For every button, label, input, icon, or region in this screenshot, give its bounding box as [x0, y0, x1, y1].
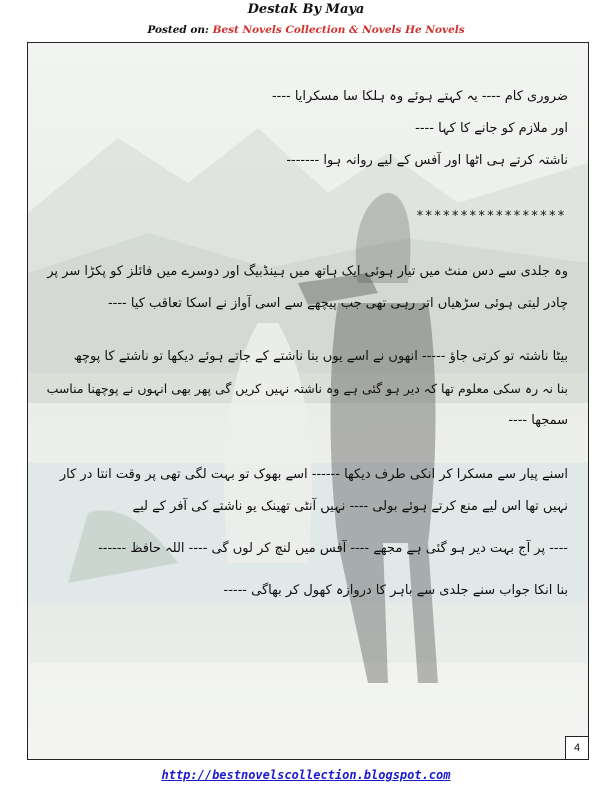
paragraph-line: اسنے پیار سے مسکرا کر انکی طرف دیکھا ------ اسے بھوک تو بہت لگی تھی پر وقت انتا در کار [59, 467, 568, 482]
paragraph-line: بیٹا ناشتہ تو کرتی جاؤ ----- انھوں نے اسے یوں بنا ناشتے کے جاتے ہوئے دیکھا تو ناشتے کا پوچھ [73, 349, 568, 364]
paragraph-line: وہ جلدی سے دس منٹ میں تیار ہوئی ایک ہاتھ میں ہینڈبیگ اور دوسرے میں فائلز کو پکڑا سر پر [47, 264, 568, 279]
text-body [40, 43, 576, 663]
paragraph-line: بنا انکا جواب سنے جلدی سے باہر کا دروازہ کھول کر بھاگی ----- [223, 583, 568, 598]
paragraph-line: سمجھا ---- [508, 413, 568, 428]
footer-blog-link[interactable]: http://bestnovelscollection.blogspot.com [161, 768, 451, 782]
paragraph-line: اور ملازم کو جانے کا کہا ---- [415, 121, 568, 136]
paragraph-line: چادر لیتی ہوئی سڑھیاں اتر رہی تھی جب پیچھے سے اسی آواز نے اسکا تعاقب کیا ---- [107, 296, 568, 311]
posted-on-label: Posted on: [147, 24, 209, 36]
paragraph-line: بنا نہ رہ سکی معلوم تھا کہ دیر ہو گئی ہے وہ ناشتہ نہیں کریں گی پھر بھی انہوں نے پوچھنا مناسب [46, 381, 568, 396]
paragraph-line: ناشتہ کرتے ہی اٹھا اور آفس کے لیے روانہ ہوا ------- [286, 153, 568, 168]
page-number: 4 [565, 736, 588, 759]
section-separator: ***************** [415, 209, 566, 224]
page-frame [27, 42, 589, 760]
paragraph-line: ضروری کام ---- یہ کہتے ہوئے وہ ہلکا سا مسکرایا ---- [271, 89, 568, 104]
paragraph-line: نہیں تھا اس لیے منع کرتے ہوئے بولی ---- نہیں آنٹی تھینک یو ناشتے کی آفر کے لیے [132, 499, 568, 514]
page-header-title: Destak By Maya [247, 2, 365, 17]
paragraph-line: ---- پر آج بہت دیر ہو گئی ہے مجھے ---- آفس میں لنچ کر لوں گی ---- اللہ حافظ ------ [98, 541, 568, 556]
posted-on-line [0, 24, 612, 36]
posted-on-site: Best Novels Collection & Novels He Novels [212, 24, 465, 36]
